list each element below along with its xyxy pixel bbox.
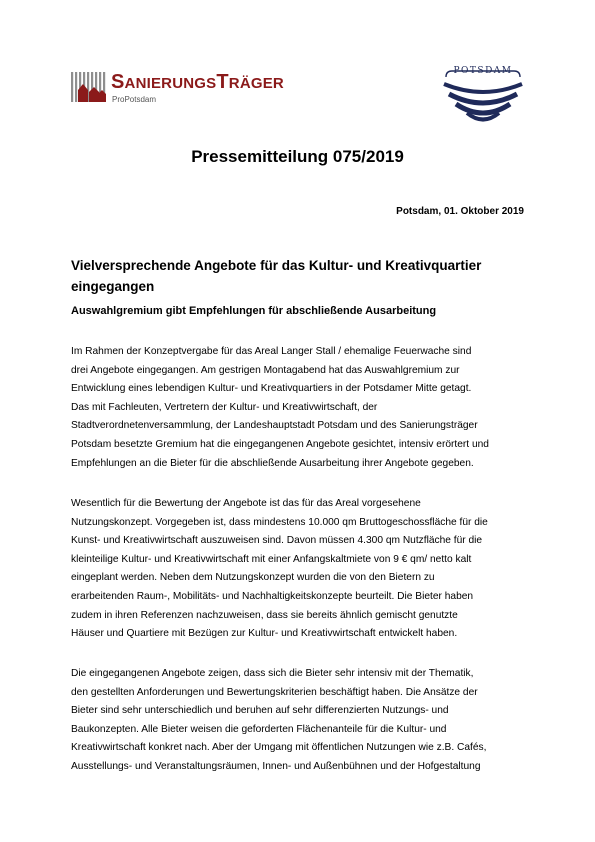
potsdam-waves-icon bbox=[440, 66, 526, 128]
text-line: Im Rahmen der Konzeptvergabe für das Areal Langer Stall / ehemalige Feuerwache sind bbox=[71, 346, 472, 357]
paragraph-2 bbox=[71, 495, 527, 644]
text-line: drei Angebote eingegangen. Am gestrigen Montagabend hat das Auswahlgremium zur bbox=[71, 364, 460, 376]
text-line: Wesentlich für die Bewertung der Angebote ist das für das Areal vorgesehene bbox=[71, 498, 421, 509]
text-line: eingeplant werden. Neben dem Nutzungskonzept wurden die von den Bietern zu bbox=[71, 572, 435, 584]
text-line: Häuser und Quartiere mit Bezügen zur Kultur- und Kreativwirtschaft entwickelt haben. bbox=[71, 628, 458, 640]
text-line: Nutzungskonzept. Vorgegeben ist, dass mindestens 10.000 qm Bruttogeschossfläche für die bbox=[71, 516, 488, 528]
text-line: Entwicklung eines lebendigen Kultur- und Kreativquartiers in der Potsdamer Mitte getagt. bbox=[71, 383, 472, 395]
text-line: zudem in ihren Referenzen nachzuweisen, dass sie bereits ähnlich gemischt genutzte bbox=[71, 609, 458, 621]
text-line: Potsdam besetzte Gremium hat die eingegangenen Angebote gesichtet, intensiv erörtert und bbox=[71, 438, 489, 450]
subheadline: Auswahlgremium gibt Empfehlungen für abschließende Ausarbeitung bbox=[71, 305, 437, 317]
text-line: Die eingegangenen Angebote zeigen, dass sich die Bieter sehr intensiv mit der Thematik, bbox=[71, 668, 474, 679]
text-line: erarbeitenden Raum-, Mobilitäts- und Nachhaltigkeitskonzepte beurteilt. Die Bieter haben bbox=[71, 590, 474, 602]
text-line: Empfehlungen an die Bieter für die abschließende Ausarbeitung ihrer Angebote gegeben. bbox=[71, 457, 474, 469]
document-title: Pressemitteilung 075/2019 bbox=[191, 147, 404, 166]
paragraph-3 bbox=[71, 665, 527, 777]
text-line: Bieter sind sehr unterschiedlich und beruhen auf sehr differenzierten Nutzungs- und bbox=[71, 705, 449, 717]
text-line: Kunst- und Kreativwirtschaft auszuweisen sind. Davon müssen 4.300 qm Nutzfläche für die bbox=[71, 535, 483, 547]
logo-subline: ProPotsdam bbox=[112, 95, 157, 104]
logo-bars-icon bbox=[70, 70, 108, 104]
potsdam-logo-text: POTSDAM bbox=[453, 66, 513, 76]
paragraph-1 bbox=[71, 343, 527, 473]
text-line: kleinteilige Kultur- und Kreativwirtschaft mit einer Anfangskaltmiete von 9 € qm/ netto kalt bbox=[71, 553, 472, 565]
dateline: Potsdam, 01. Oktober 2019 bbox=[396, 206, 524, 217]
headline: Vielversprechende Angebote für das Kultur- und Kreativquartier eingegangen bbox=[71, 258, 482, 294]
text-line: Stadtverordnetenversammlung, der Landeshauptstadt Potsdam und des Sanierungsträger bbox=[71, 420, 478, 432]
text-line: Das mit Fachleuten, Vertretern der Kultur- und Kreativwirtschaft, der bbox=[71, 401, 378, 413]
text-line: den gestellten Anforderungen und Bewertungskriterien beschäftigt haben. Die Ansätze der bbox=[71, 686, 478, 698]
logo-wordmark: SANIERUNGSTRÄGER bbox=[111, 71, 284, 93]
text-line: Ausstellungs- und Veranstaltungsräumen, Innen- und Außenbühnen und der Hofgestaltung bbox=[71, 760, 481, 772]
text-line: Baukonzepten. Alle Bieter weisen die geforderten Flächenanteile für die Kultur- und bbox=[71, 723, 447, 735]
sanierungstraeger-logo bbox=[70, 70, 310, 110]
potsdam-logo bbox=[440, 66, 526, 128]
text-line: Kreativwirtschaft konkret nach. Aber der Umgang mit öffentlichen Nutzungen wie z.B. Cafés, bbox=[71, 742, 487, 754]
